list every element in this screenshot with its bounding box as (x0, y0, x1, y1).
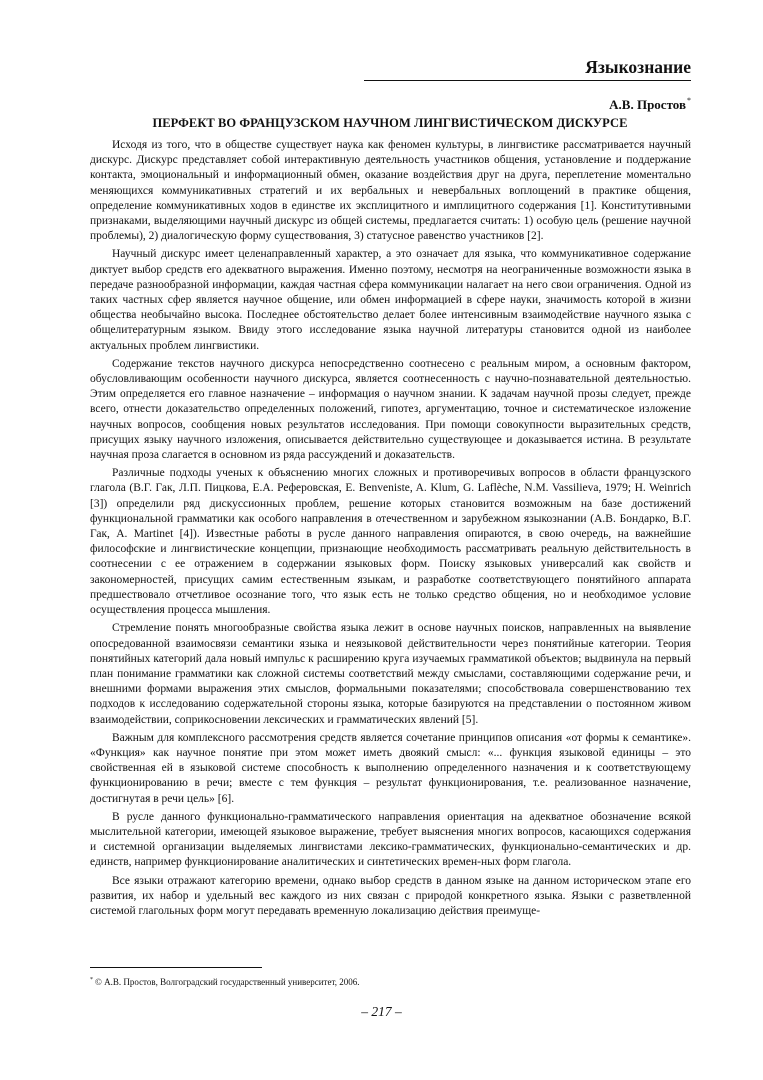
page-number: – 217 – (361, 1004, 402, 1019)
paragraph-6: Важным для комплексного рассмотрения средств является сочетание принципов описания «от формы к семантике». «Функция» как научное понятие при этом может иметь двоякий смысл: «... функция языковой единицы – это свойственная ей в языковой системе способность к выполнению определенного назначения и к соответствующему функционированию в речи; вместе с тем функция – результат функционирования, т.е. реализованное назначение, достигнутая в речи цель» [6]. (90, 731, 691, 805)
author-name: А.В. Простов (609, 97, 686, 112)
paragraph-8: Все языки отражают категорию времени, однако выбор средств в данном языке на данном историческом этапе его развития, их набор и удельный вес каждого из них связан с природой конкретного языка. Языки с разветвленной системой глагольных форм могут передавать временную локализацию действия преимуще- (90, 874, 691, 917)
footnote-mark: * (90, 977, 93, 983)
paragraph-5: Стремление понять многообразные свойства языка лежит в основе научных поисков, направленных на выявление опосредованной взаимосвязи семантики языка и неязыковой действительности через понятийные категории. Теория понятийных категорий дала новый импульс к расширению круга изучаемых грамматикой объектов; выдвинула на первый план понимание грамматики как сложной системы соответствий между смыслами, составляющими содержание речи, и внешними формами выражения этих смыслов, формальными показателями; способствовала совершенствованию тех подходов к исследованию содержательной стороны языка, которые базируются на представлении о постоянном живом взаимодействии, соприкосновении лексических и грамматических явлений [5]. (90, 622, 691, 726)
paragraph-4: Различные подходы ученых к объяснению многих сложных и противоречивых вопросов в области французского глагола (В.Г. Гак, Л.П. Пицкова, Е.А. Реферовская, E. Benveniste, A. Klum, G. Laflèche, N.M. Vassilieva, 1979; H. Weinrich [3]) определили ряд дискуссионных проблем, решение которых становится возможным на базе достижений функциональной грамматики как особого направления в отечественном и зарубежном языкознании (А.В. Бондарко, В.Г. Гак, A. Martinet [4]). Известные работы в русле данного направления опираются, в свою очередь, на важнейшие философские и лингвистические концепции, признающие необходимость рассматривать реальную действительность в соотнесении с ее отражением в содержании языковых форм. Поиску языковых универсалий как свойств и закономерностей, присущих самим естественным языкам, и разработке соответствующего понятийного аппарата предшествовало отчетливое осознание того, что язык есть не только средство общения, но и необходимое условие осуществления процесса мышления. (90, 467, 691, 617)
footnote-divider (90, 967, 262, 968)
article-body (90, 138, 691, 922)
article-author (609, 93, 691, 113)
paragraph-7: В русле данного функционально-грамматического направления ориентация на адекватное обозначение всякой мыслительной категории, имеющей языковое выражение, требует выяснения многих вопросов, касающихся содержания и системной организации выделяемых лингвистами лексико-грамматических, функционально-семантических и др. единств, например функционирование аналитических и синтетических времен-ных форм глагола. (90, 810, 691, 869)
footnote (90, 975, 690, 988)
journal-section-title: Языкознание (585, 57, 691, 77)
paragraph-2: Научный дискурс имеет целенаправленный характер, а это означает для языка, что коммуникативное содержание диктует выбор средств его адекватного выражения. Именно поэтому, несмотря на неограниченные возможности языка в передаче разнообразной информации, каждая частная сфера коммуникации налагает на него свои ограничения. Одной из таких частных сфер является научное общение, или обмен информацией в сфере науки, значимость которой в жизни общества необычайно высока. Последнее обстоятельство делает более интенсивным взаимодействие научного языка с общелитературным языком. Ввиду этого исследование языка научной литературы становится одной из наиболее актуальных проблем лингвистики. (90, 248, 691, 352)
paragraph-3: Содержание текстов научного дискурса непосредственно соотнесено с реальным миром, а основным фактором, обусловливающим особенности научного дискурса, является соотнесенность с научно-познавательной деятельностью. Этим определяется его главное назначение – информация о научном знании. К задачам научной прозы следует, прежде всего, отнести доказательство определенных положений, гипотез, аргументацию, точное и систематическое изложение научных вопросов, сообщения новых результатов исследования. При помощи совокупности выразительных средств, присущих языку научного изложения, описывается действительно существующее и доказывается истина. В результате научная проза слагается в основном из ряда рассуждений и доказательств. (90, 357, 691, 462)
article-title: ПЕРФЕКТ ВО ФРАНЦУЗСКОМ НАУЧНОМ ЛИНГВИСТИЧЕСКОМ ДИСКУРСЕ (152, 116, 628, 130)
footnote-text: © А.В. Простов, Волгоградский государственный университет, 2006. (95, 977, 360, 987)
paragraph-1: Исходя из того, что в обществе существует наука как феномен культуры, в лингвистике рассматривается научный дискурс. Дискурс представляет собой интерактивную деятельность участников общения, установление и поддержание контакта, эмоциональный и информационный обмен, оказание воздействия друг на друга, переплетение моментально меняющихся коммуникативных стратегий и их вербальных и невербальных воплощений в практике общения, определение коммуникативных ходов в единстве их эксплицитного и имплицитного содержания [1]. Конститутивными признаками, выделяющими научный дискурс из общей системы, предлагается считать: 1) особую цель (решение научной проблемы), 2) диалогическую форму существования, 3) статусное равенство участников [2]. (90, 139, 691, 243)
author-footnote-mark: * (687, 96, 691, 105)
header-divider (364, 80, 691, 81)
